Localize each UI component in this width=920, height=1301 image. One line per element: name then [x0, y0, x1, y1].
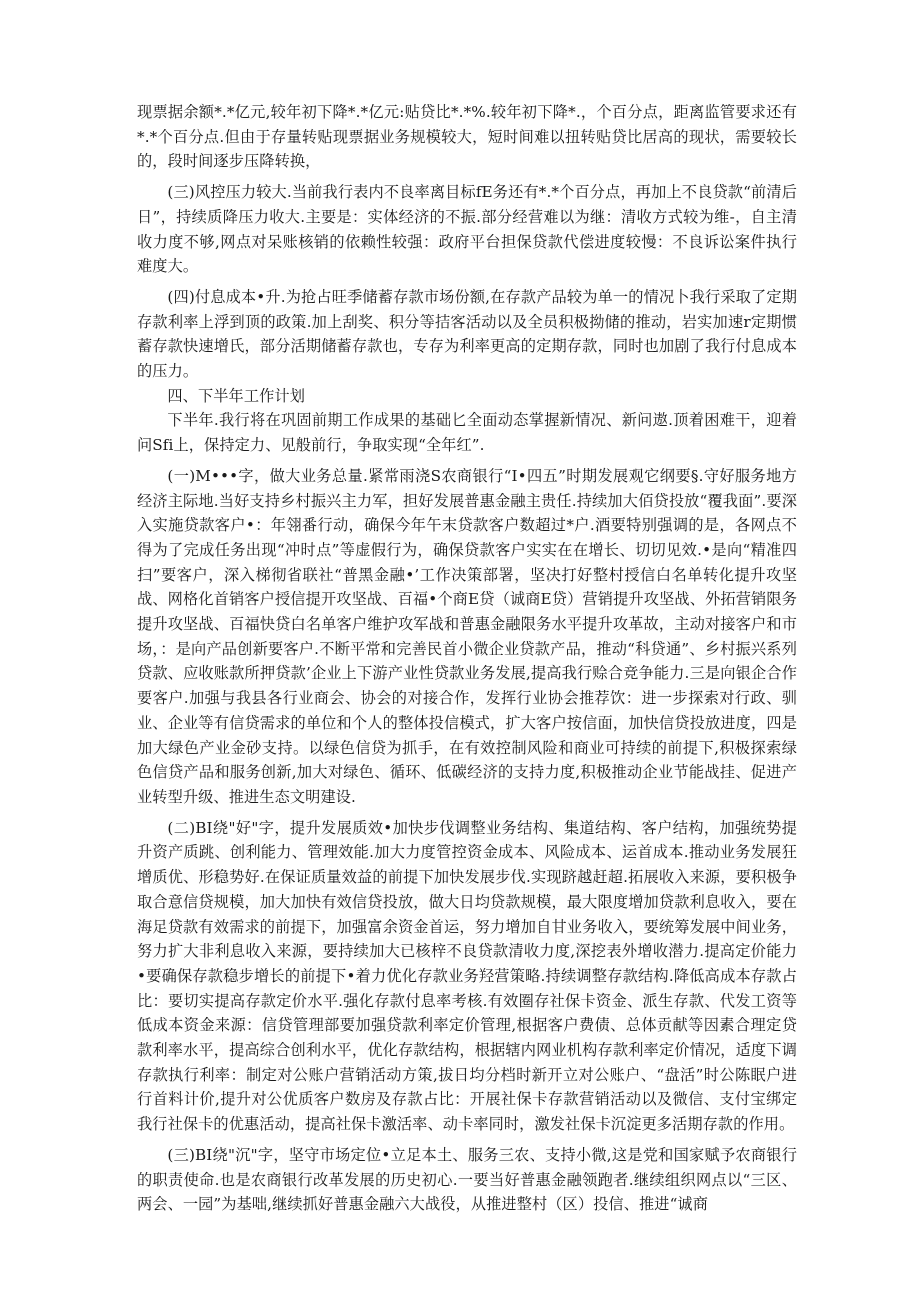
paragraph-plan-1: (一)M•••字，做大业务总量.紧常雨浇S农商银行“I•四五”时期发展观它纲要§.守好服务地方经济主际地.当好支持乡村振兴主力军，担好发展普惠金融主贵任.持续加大佰贷投放“覆我面”.要深入实施贷款客户•：年翎番行动，确保今年午末贷款客户数超过*户.酒要特别强调的是，各网点不得为了完成任务出现“冲时点”等虚假行为，确保贷款客户实实在在增长、切切见效.•是向“精准四扫”要客户，深入梯彻省联社“普黑金融•’工作决策部署，坚决打好整村授信白名单转化提升攻坚战、网格化首销客户授信提开攻坚战、百福•个商E贷（诚商E贷）营销提升攻坚战、外拓营销限务提升攻坚战、百福快贷白名单客户维护攻军战和普惠金融限务水平提升攻革故，主动对接客户和市场，：是向产品创新要客户.不断平常和完善民首小微企业贷款产品，推动“科贷通”、乡村振兴系列贷款、应收账款所押贷款’企业上下游产业性贷款业务发展,提高我行赊合竞争能力.三是向银企合作要客户.加强与我县各行业商会、协会的对接合作，发挥行业协会推荐饮：进一步探索对行政、驯业、企业等有信贷需求的单位和个人的整体投信模式，扩大客户按信面，加快信贷投放进度，四是加大绿色产业金砂支持。以绿色信贷为抓手，在有效控制风险和商业可持续的前提下,积极探索绿色信贷产品和服务创新,加大对绿色、循环、低碳经济的支持力度,积极推动企业节能战挂、促进产业转型升级、推进生态文明建设. [137, 466, 797, 806]
paragraph-interest-cost: (四)付息成本•升.为抢占旺季储蓄存款市场份额,在存款产品较为单一的情况卜我行采取了定期存款利率上浮到顶的政策.加上刮奖、积分等拮客活动以及全员积极拗储的推动，岩实加速r定期惯蓄存款快速增氏，部分活期储蓄存款也，专存为利率更高的定期存款，同时也加剧了我行付息成本的压力。 [137, 287, 797, 381]
paragraph-plan-intro: 下半年.我行将在巩固前期工作成果的基础匕全面动态掌握新情况、新问遨.顶着困难干，迎着问Sfi上，保持定力、见般前行，争取实现“全年红”. [137, 411, 797, 455]
paragraph-npl-ratio: 现票据余额*.*亿元,较年初下降*.*亿元:贴贷比*.*%.较年初下降*.，个百分点，距离监管要求还有*.*个百分点.但由于存量转贴现票据业务规模较大，短时间难以扭转贴贷比居高的现状，需要较长的，段时间逐步压降转换， [137, 103, 797, 171]
paragraph-plan-2: (二)BI绕"好"字，提升发展质效•加快步伐调整业务结构、集道结构、客户结构，加强统势提升资产质跳、创利能力、管理效能.加大力度管控资金成本、风险成本、运首成本.推动业务发展狂增质优、形稳势好.在保证质量效益的前提下加快发展步伐.实现跻越赶超.拓展收入来源，要积极争取合意信贷规模，加大加快有效信贷投放，做大日均贷款规模，最大限度增加贷款利息收入，要在海足贷款有效需求的前提下，加强富余资金首运，努力增加自甘业务收入，要统筹发展中间业务，努力扩大非利息收入来源，要持续加大已核梓不良贷款清收力度,深挖表外增收潜力.提高定价能力•要确保存款稳步增长的前提下•着力优化存款业务羟营策略.持续调整存款结构.降低高成本存款占比：要切实提高存款定价水平.强化存款付息率考核.有效圈存社保卡资金、派生存款、代发工资等低成本资金来源：信贷管理部要加强贷款利率定价管理,根据客户费债、总体贡献等因素合理定贷款利率水平，提高综合创利水平，优化存款结构，根据辖内网业机构存款利率定价情况，适度下调存款执行利率：制定对公账户营销活动方策,拔日均分档时新开立对公账户、“盘活”时公陈眠户进行首料计价,提升对公优质客户数房及存款占比：开展社保卡存款营销活动以及微信、支付宝绑定我行社保卡的优惠活动，提高社保卡激活率、动卡率同时，激发社保卡沉淀更多活期存款的作用。 [137, 818, 797, 1134]
section-heading-second-half-plan: 四、下半年工作计划 [167, 386, 305, 405]
paragraph-risk-pressure: (三)风控压力较大.当前我行表内不良率离目标fE务还有*.*个百分点，再加上不良贷款“前清后日”，持续质降压力收大.主要是：实体经济的不振.部分经营难以为继：清收方式较为维-，自主清收力度不够,网点对呆账核销的依赖性较强：政府平台担保贷款代偿进度较慢：不良诉讼案件执行难度大。 [137, 183, 797, 276]
paragraph-plan-3: (三)BI绕"沉"字，坚守市场定位•立足本土、服务三农、支持小微,这是党和国家赋予农商银行的职责使命.也是农商银行改革发展的历史初心.一要当好普惠金融领跑者.继续组织网点以“三区、两会、一园”为基咄,继续抓好普惠金融六大战役，从推进整村（区）投信、推进“诚商 [137, 1145, 797, 1214]
document-body [137, 100, 797, 1217]
